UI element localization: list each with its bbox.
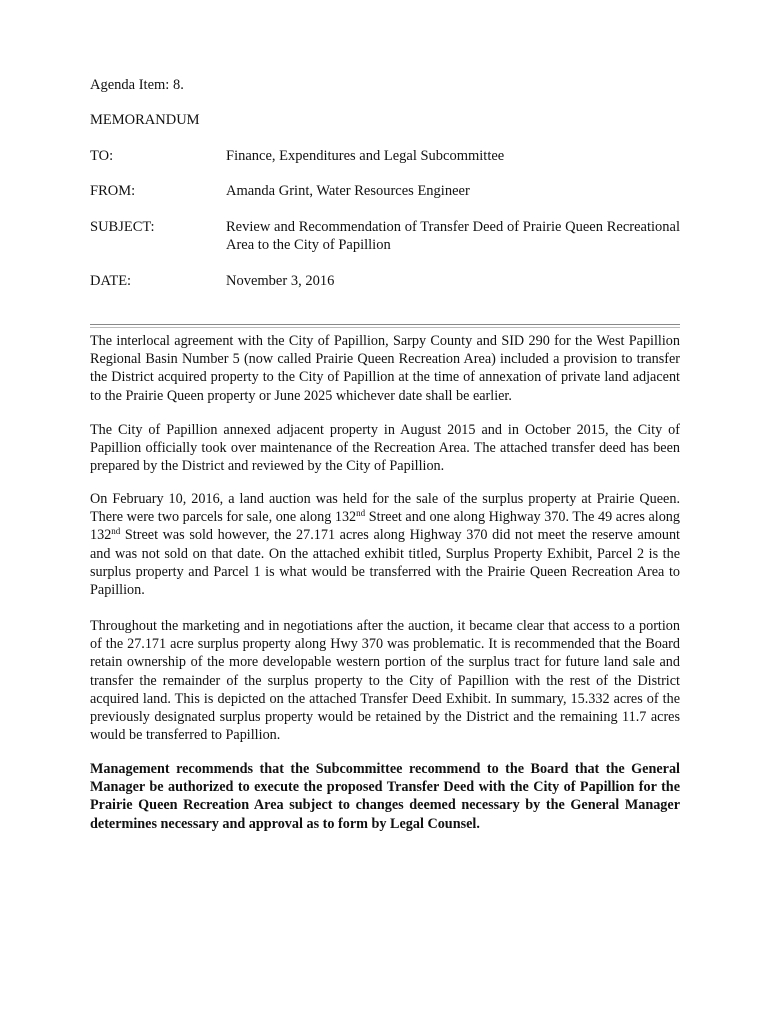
paragraph-surplus-access: Throughout the marketing and in negotiations after the auction, it became clear that access to a portion of the 27.171 acre surplus property along Hwy 370 was problematic. It is recommended that the Board retain ownership of the more developable western portion of the surplus tract for future land sale and transfer the remainder of the surplus property to the City of Papillion with the rest of the District acquired land. This is depicted on the attached Transfer Deed Exhibit. In summary, 15.332 acres of the previously designated surplus property would be retained by the District and the remaining 11.7 acres would be transferred to Papillion.: [90, 618, 680, 744]
agenda-item: Agenda Item: 8.: [90, 77, 184, 93]
auction-text-part-2: Street and one along Highway 370. The 49 acres along 132: [90, 509, 680, 544]
auction-text-part-3: Street was sold however, the 27.171 acres along Highway 370 did not meet the reserve amount and was not sold on that date. On the attached exhibit titled, Surplus Property Exhibit, Parcel 2 is the surplus property and Parcel 1 is what would be transferred with the Prairie Queen Recreation Area to Papillion.: [90, 527, 680, 599]
to-value: Finance, Expenditures and Legal Subcommittee: [226, 148, 505, 164]
to-label: TO:: [90, 148, 114, 164]
paragraph-annexation: The City of Papillion annexed adjacent property in August 2015 and in October 2015, the City of Papillion officially took over maintenance of the Recreation Area. The attached transfer deed has been prepared by the District and reviewed by the City of Papillion.: [90, 422, 680, 475]
paragraph-recommendation: Management recommends that the Subcommittee recommend to the Board that the General Manager be authorized to execute the proposed Transfer Deed with the City of Papillion for the Prairie Queen Recreation Area subject to changes deemed necessary by the General Manager determines necessary and approval as to form by Legal Counsel.: [90, 761, 680, 832]
paragraph-interlocal-agreement: The interlocal agreement with the City of Papillion, Sarpy County and SID 290 for the West Papillion Regional Basin Number 5 (now called Prairie Queen Recreation Area) included a provision to transfer the District acquired property to the City of Papillion at the time of annexation of private land adjacent to the Prairie Queen property or June 2025 whichever date shall be earlier.: [90, 333, 680, 404]
ordinal-suffix-2: nd: [111, 526, 121, 537]
from-value: Amanda Grint, Water Resources Engineer: [226, 183, 470, 199]
from-label: FROM:: [90, 183, 136, 199]
auction-text-part-1: On February 10, 2016, a land auction was held for the sale of the surplus property at Prairie Queen. There were two parcels for sale, one along 132: [90, 491, 680, 526]
paragraph-land-auction: [90, 490, 680, 599]
subject-label: SUBJECT:: [90, 219, 155, 235]
date-label: DATE:: [90, 273, 132, 289]
header-divider: [90, 324, 680, 328]
date-value: November 3, 2016: [226, 273, 335, 289]
subject-value: Review and Recommendation of Transfer Deed of Prairie Queen Recreational Area to the City of Papillion: [226, 219, 680, 253]
memo-title: MEMORANDUM: [90, 112, 200, 128]
ordinal-suffix-1: nd: [356, 508, 366, 519]
